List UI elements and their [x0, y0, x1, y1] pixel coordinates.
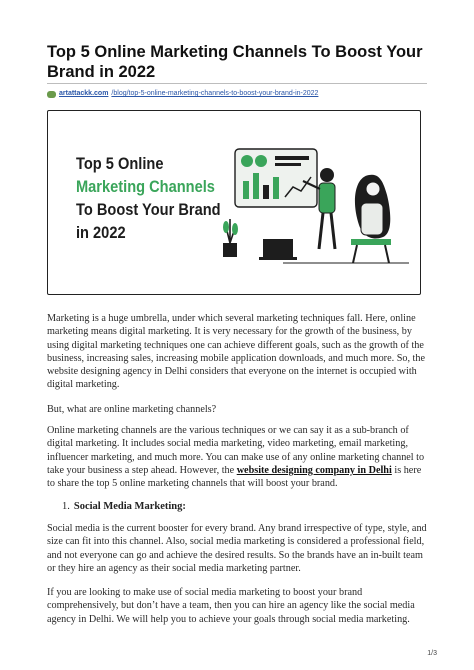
laptop [263, 239, 293, 257]
article-title: Top 5 Online Marketing Channels To Boost Your Brand in 2022 [47, 43, 423, 81]
source-link[interactable] [47, 88, 318, 100]
chair-leg [353, 245, 357, 263]
screen-line [275, 156, 309, 160]
hero-line-3: To Boost Your Brand [76, 200, 221, 219]
hero-line-2: Marketing Channels [76, 177, 215, 196]
seated-person-head [366, 182, 380, 196]
list-number: 1. [62, 501, 70, 512]
chart-dot [241, 155, 253, 167]
person-leg [319, 213, 323, 249]
plant-leaf [232, 223, 238, 235]
bar-mark [243, 181, 249, 199]
bar-mark [253, 173, 259, 199]
paragraph-channels [47, 424, 429, 490]
paragraph-channels-text-2: is here to share the top 5 online marketing channels that will boost your brand. [47, 464, 422, 490]
website-designing-company-link[interactable]: website designing company in Delhi [236, 464, 392, 476]
chart-dot [255, 155, 267, 167]
chair-seat [351, 239, 391, 245]
seated-person-body [361, 203, 383, 235]
hero-banner [47, 110, 421, 295]
paragraph-social-media: Social media is the current booster for every brand. Any brand irrespective of type, style, and size can fit into this channel. Also, social media marketing is considered a professional field, and not everyone can go and achieve the desired results. So the brands have an in-built team or they hire an agency as their social media marketing partner. [47, 523, 427, 574]
site-favicon-icon [47, 91, 56, 98]
marketing-illustration-icon [223, 141, 413, 271]
hero-line-4: in 2022 [76, 223, 126, 242]
paragraph-intro: Marketing is a huge umbrella, under which several marketing techniques fall. Here, online marketing means digital marketing. It is very necessary for the growth of the business, by using digital marketing techniques one can achieve different goals, such as the growth of the business, increasing sales, increasing mobile application downloads, and much more. So, the website designing agency in Delhi considers that everyone on the internet is occupied with digital marketing. [47, 313, 425, 391]
source-domain[interactable]: artattackk.com [59, 90, 109, 97]
plant-leaf [223, 221, 229, 233]
paragraph-channels-text-1: Online marketing channels are the various techniques or we can say it as a sub-branch of digital marketing. It includes social media marketing, video marketing, email marketing, influencer marketing, and much more. You can make use of any online marketing channel to take your business a step ahead. However, the [47, 425, 425, 476]
page-number: 1/3 [427, 650, 437, 657]
person-head [320, 168, 334, 182]
list-label: Social Media Marketing: [73, 501, 186, 512]
paragraph-hire-agency: If you are looking to make use of social media marketing to boost your brand comprehensively, but don’t have a team, then you can hire an agency like the social media agency in Delhi. We will help you to achieve your goals through social media marketing. [47, 587, 415, 625]
screen-line [275, 163, 301, 166]
plant-pot [223, 243, 237, 257]
list-item [62, 500, 186, 513]
person-body [319, 183, 335, 213]
title-divider [47, 83, 427, 84]
hero-line-1: Top 5 Online [76, 154, 164, 173]
bar-mark [273, 177, 279, 199]
laptop-base [259, 257, 297, 260]
source-path[interactable]: /blog/top-5-online-marketing-channels-to-boost-your-brand-in-2022 [111, 90, 319, 97]
chair-leg [385, 245, 389, 263]
paragraph-question: But, what are online marketing channels? [47, 404, 217, 415]
person-leg [331, 213, 335, 249]
bar-mark [263, 185, 269, 199]
